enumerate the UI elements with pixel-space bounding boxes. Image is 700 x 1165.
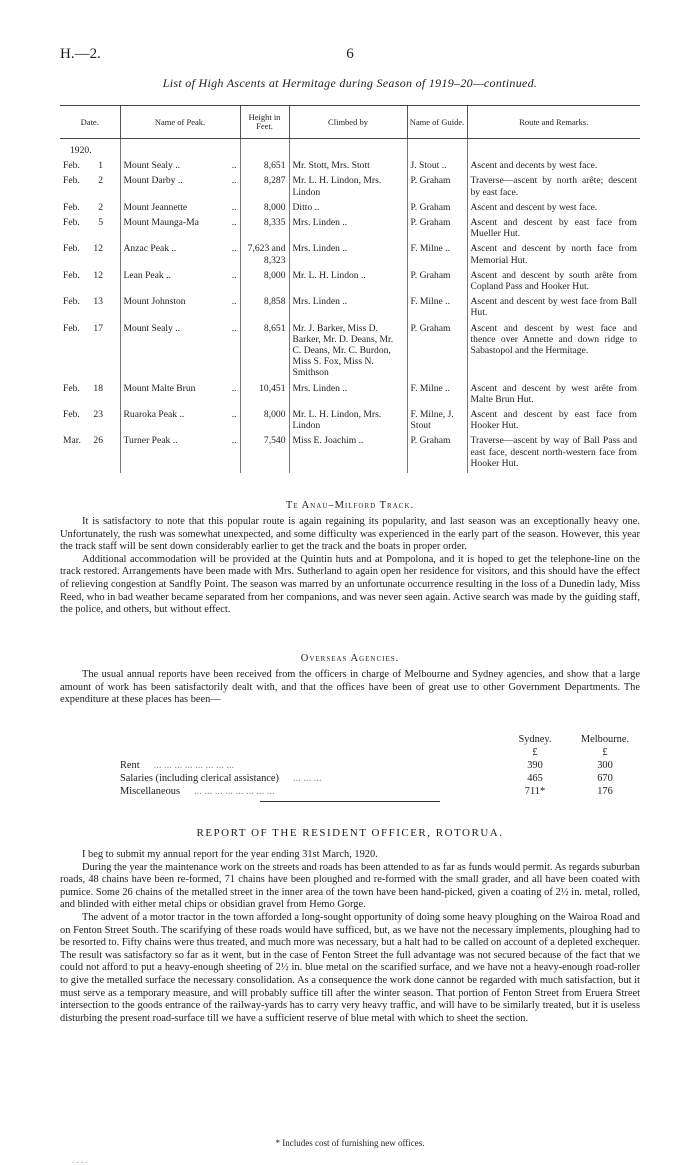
date-day: 12 bbox=[93, 243, 103, 255]
paragraph: Additional accommodation will be provided at the Quintin huts and at Pompolona, and it is hoped to get the telephone-line on the track restored. Arrangements have been made with Mrs. Sutherland to again open her residence for visitors, and this should have the effect of relieving congestion at Sandfly Point. The season was marred by an unfortunate occurrence resulting in the loss of a Dunedin lady, Miss Reed, who in bad weather became separated from her companions, and was never seen again. Active search was made by the guiding staff, the police, and others, but without effect. bbox=[60, 553, 640, 616]
leader-dots: ... ... ... bbox=[292, 773, 322, 784]
rotorua-text bbox=[60, 849, 640, 1025]
leader-dots: .. bbox=[231, 217, 237, 229]
date-day: 2 bbox=[98, 175, 103, 187]
expense-label: Miscellaneous bbox=[120, 786, 181, 797]
table-row bbox=[60, 435, 640, 473]
date-cell bbox=[60, 435, 120, 473]
paragraph: I beg to submit my annual report for the year ending 31st March, 1920. bbox=[82, 849, 378, 860]
col-sydney: Sydney. bbox=[518, 734, 552, 745]
paragraph: It is satisfactory to note that this popular route is again regaining its popularity, and last season was an exceptionally heavy one. Unfortunately, the rush was somewhat unexpected, and some difficulty was experienced in the early part of the season. However, this year the track staff will be sent down considerably earlier to get the track and the boats in proper order. bbox=[60, 516, 640, 553]
height-cell: 8,651 bbox=[240, 160, 289, 175]
column-header: Name of Peak. bbox=[120, 106, 240, 139]
melbourne-value: 670 bbox=[597, 773, 613, 784]
height-cell: 8,335 bbox=[240, 217, 289, 243]
height-cell: 7,540 bbox=[240, 435, 289, 473]
table-header-row bbox=[60, 106, 640, 139]
year-row bbox=[60, 139, 640, 161]
leader-dots: .. bbox=[231, 409, 237, 421]
date-month: Feb. bbox=[63, 269, 80, 281]
remarks-cell: Ascent and descent by west face. bbox=[467, 202, 640, 217]
table-row bbox=[60, 217, 640, 243]
height-cell: 8,000 bbox=[240, 409, 289, 435]
guide-cell: F. Milne .. bbox=[407, 243, 467, 269]
paragraph: The advent of a motor tractor in the town afforded a long-sought opportunity of doing some heavy ploughing on the Wairoa Road and on Fenton Street South. The scarifying of these roads would have sufficed, but, as we have not the necessary implements, ploughing had to be resorted to. Fifty chains were thus treated, and much more was necessary, but a halt had to be called on account of a depleted exchequer. The result was satisfactory so far as it went, but in the case of Fenton Street the full advantage was not secured because of the fact that we could not afford to put a heavy-enough sheeting of 2½ in. blue metal on the scarified surface, and we have not a heavy-enough road-roller to give the metalled surface the necessary consolidation. As a consequence the work done cannot be regarded with much satisfaction, but it must serve as a temporary measure, and will probably suffice till after the winter season. That portion of Fenton Street from Eruera Street intersection to the goods entrance of the railway-yards has to carry very heavy traffic, and will have to be similarly treated, but it is useless disturbing the present road-surface till we have a sufficient reserve of blue metal with which to sheet the section. bbox=[60, 911, 640, 1024]
sydney-value: 711* bbox=[524, 786, 546, 797]
date-cell bbox=[60, 383, 120, 409]
date-month: Feb. bbox=[63, 322, 80, 334]
leader-dots: .. bbox=[231, 201, 237, 213]
table-row bbox=[60, 296, 640, 322]
peak-name: Mount Jeannette bbox=[123, 201, 188, 213]
leader-dots: ... ... ... ... ... ... ... ... bbox=[194, 786, 275, 797]
table-row bbox=[60, 323, 640, 383]
guide-cell: F. Milne, J. Stout bbox=[407, 409, 467, 435]
peak-name: Anzac Peak .. bbox=[123, 243, 177, 255]
sydney-value: 390 bbox=[527, 760, 543, 771]
date-month: Feb. bbox=[63, 201, 80, 213]
guide-cell: P. Graham bbox=[407, 217, 467, 243]
table-caption: List of High Ascents at Hermitage during Season of 1919–20—continued. bbox=[162, 76, 538, 90]
page-number: 6 bbox=[346, 46, 354, 62]
date-day: 18 bbox=[93, 382, 103, 394]
climbers-cell: Ditto .. bbox=[289, 202, 407, 217]
remarks-cell: Ascent and descent by east face from Hooker Hut. bbox=[467, 409, 640, 435]
peak-cell bbox=[120, 409, 240, 435]
expense-label: Salaries (including clerical assistance) bbox=[120, 773, 279, 784]
climbers-cell: Mr. J. Barker, Miss D. Barker, Mr. D. Deans, Mr. C. Deans, Mr. C. Burdon, Miss S. Fox, Miss N. Smithson bbox=[289, 323, 407, 383]
guide-cell: P. Graham bbox=[407, 270, 467, 296]
expense-label: Rent bbox=[120, 760, 140, 771]
guide-cell: P. Graham bbox=[407, 202, 467, 217]
climbers-cell: Mr. L. H. Lindon, Mrs. Lindon bbox=[289, 175, 407, 201]
date-day: 17 bbox=[93, 322, 103, 334]
peak-cell bbox=[120, 202, 240, 217]
date-day: 2 bbox=[98, 201, 103, 213]
te-anau-heading: Te Anau–Milford Track. bbox=[285, 500, 415, 511]
height-cell: 8,287 bbox=[240, 175, 289, 201]
rotorua-heading: REPORT OF THE RESIDENT OFFICER, ROTORUA. bbox=[196, 827, 504, 839]
date-month: Feb. bbox=[63, 296, 80, 308]
date-cell bbox=[60, 409, 120, 435]
date-day: 1 bbox=[98, 160, 103, 172]
date-day: 26 bbox=[93, 435, 103, 447]
peak-cell bbox=[120, 323, 240, 383]
date-month: Feb. bbox=[63, 243, 80, 255]
date-cell bbox=[60, 175, 120, 201]
peak-cell bbox=[120, 435, 240, 473]
guide-cell: P. Graham bbox=[407, 175, 467, 201]
guide-cell: F. Milne .. bbox=[407, 383, 467, 409]
climbers-cell: Mrs. Linden .. bbox=[289, 296, 407, 322]
guide-cell: J. Stout .. bbox=[407, 160, 467, 175]
peak-name: Mount Johnston bbox=[123, 296, 186, 308]
date-cell bbox=[60, 202, 120, 217]
table-row bbox=[60, 160, 640, 175]
leader-dots: .. bbox=[231, 175, 237, 187]
climbers-cell: Miss E. Joachim .. bbox=[289, 435, 407, 473]
leader-dots: .. bbox=[231, 243, 237, 255]
remarks-cell: Ascent and descent by east face from Mueller Hut. bbox=[467, 217, 640, 243]
overseas-heading: Overseas Agencies. bbox=[300, 653, 400, 664]
date-month: Feb. bbox=[63, 409, 80, 421]
table-row bbox=[60, 175, 640, 201]
leader-dots: .. bbox=[231, 382, 237, 394]
peak-name: Turner Peak .. bbox=[123, 435, 178, 447]
peak-cell bbox=[120, 270, 240, 296]
climbers-cell: Mrs. Linden .. bbox=[289, 217, 407, 243]
guide-cell: F. Milne .. bbox=[407, 296, 467, 322]
unit-melbourne: £ bbox=[602, 747, 608, 758]
leader-dots: .. bbox=[231, 160, 237, 172]
column-header: Climbed by bbox=[289, 106, 407, 139]
date-cell bbox=[60, 217, 120, 243]
date-month: Feb. bbox=[63, 175, 80, 187]
leader-dots: .. bbox=[231, 435, 237, 447]
remarks-cell: Ascent and descent by south arête from Copland Pass and Hooker Hut. bbox=[467, 270, 640, 296]
height-cell: 8,000 bbox=[240, 202, 289, 217]
height-cell: 8,000 bbox=[240, 270, 289, 296]
climbers-cell: Mrs. Linden .. bbox=[289, 383, 407, 409]
date-day: 13 bbox=[93, 296, 103, 308]
remarks-cell: Ascent and descent by west face and thence over Annette and down ridge to Sabastopol and the Hermitage. bbox=[467, 323, 640, 383]
remarks-cell: Ascent and descent by west face from Ball Hut. bbox=[467, 296, 640, 322]
section-divider bbox=[260, 801, 440, 802]
peak-cell bbox=[120, 383, 240, 409]
peak-name: Mount Maunga-Ma bbox=[123, 217, 199, 229]
date-day: 12 bbox=[93, 269, 103, 281]
expenditure-row bbox=[60, 772, 640, 785]
page-header bbox=[60, 46, 640, 66]
unit-sydney: £ bbox=[532, 747, 538, 758]
leader-dots: .. bbox=[231, 296, 237, 308]
footnote: * Includes cost of furnishing new offices. bbox=[275, 1138, 425, 1148]
date-cell bbox=[60, 160, 120, 175]
te-anau-text bbox=[60, 516, 640, 617]
date-cell bbox=[60, 270, 120, 296]
date-day: 5 bbox=[98, 217, 103, 229]
peak-name: Mount Malte Brun bbox=[123, 382, 196, 394]
col-melbourne: Melbourne. bbox=[580, 734, 630, 745]
sydney-value: 465 bbox=[527, 773, 543, 784]
guide-cell: P. Graham bbox=[407, 435, 467, 473]
peak-cell bbox=[120, 175, 240, 201]
height-cell: 8,858 bbox=[240, 296, 289, 322]
peak-cell bbox=[120, 217, 240, 243]
peak-cell bbox=[120, 243, 240, 269]
remarks-cell: Ascent and descent by west arête from Malte Brun Hut. bbox=[467, 383, 640, 409]
column-header: Height in Feet. bbox=[240, 106, 289, 139]
date-day: 23 bbox=[93, 409, 103, 421]
peak-cell bbox=[120, 296, 240, 322]
year-label: 1920. bbox=[70, 145, 92, 156]
bottom-mark: . . . . bbox=[72, 1155, 88, 1165]
remarks-cell: Ascent and descent by north face from Memorial Hut. bbox=[467, 243, 640, 269]
column-header: Date. bbox=[60, 106, 120, 139]
paragraph: During the year the maintenance work on the streets and roads has been attended to as far as funds would permit. As regards suburban roads, 48 chains have been re-formed, 71 chains have been ploughed and re-formed with the small grader, and all have been coated with pumice. Some 26 chains of the metalled street in the inner area of the town have been hand-picked, given a coating of 2½ in. metal, rolled, and blinded with either metal chips or obsidian gravel from Hemo Gorge. bbox=[60, 861, 640, 911]
height-cell: 10,451 bbox=[240, 383, 289, 409]
table-row bbox=[60, 243, 640, 269]
expenditure-table bbox=[60, 733, 640, 798]
peak-name: Lean Peak .. bbox=[123, 269, 171, 281]
date-cell bbox=[60, 243, 120, 269]
peak-name: Mount Sealy .. bbox=[123, 322, 180, 334]
column-header: Name of Guide. bbox=[407, 106, 467, 139]
expenditure-row bbox=[60, 759, 640, 772]
melbourne-value: 176 bbox=[597, 786, 613, 797]
remarks-cell: Ascent and decents by west face. bbox=[467, 160, 640, 175]
date-month: Feb. bbox=[63, 217, 80, 229]
overseas-text bbox=[60, 669, 640, 707]
peak-name: Mount Darby .. bbox=[123, 175, 183, 187]
date-cell bbox=[60, 296, 120, 322]
table-row bbox=[60, 409, 640, 435]
climbers-cell: Mr. L. H. Lindon .. bbox=[289, 270, 407, 296]
report-code: H.—2. bbox=[60, 46, 101, 62]
table-row bbox=[60, 383, 640, 409]
leader-dots: .. bbox=[231, 269, 237, 281]
melbourne-value: 300 bbox=[597, 760, 613, 771]
climbers-cell: Mrs. Linden .. bbox=[289, 243, 407, 269]
guide-cell: P. Graham bbox=[407, 323, 467, 383]
table-row bbox=[60, 202, 640, 217]
expenditure-row bbox=[60, 785, 640, 798]
date-month: Feb. bbox=[63, 382, 80, 394]
peak-name: Ruaroka Peak .. bbox=[123, 409, 185, 421]
climbers-cell: Mr. Stott, Mrs. Stott bbox=[289, 160, 407, 175]
leader-dots: .. bbox=[231, 322, 237, 334]
paragraph: The usual annual reports have been received from the officers in charge of Melbourne and Sydney agencies, and show that a large amount of work has been satisfactorily dealt with, and that the offices have been of great use to other Government Departments. The expenditure at these places has been— bbox=[60, 669, 640, 706]
peak-cell bbox=[120, 160, 240, 175]
column-header: Route and Remarks. bbox=[467, 106, 640, 139]
date-month: Feb. bbox=[63, 160, 80, 172]
table-row bbox=[60, 270, 640, 296]
leader-dots: ... ... ... ... ... ... ... ... bbox=[153, 760, 235, 771]
remarks-cell: Traverse—ascent by north arête; descent by east face. bbox=[467, 175, 640, 201]
climbers-cell: Mr. L. H. Lindon, Mrs. Lindon bbox=[289, 409, 407, 435]
date-month: Mar. bbox=[63, 435, 81, 447]
date-cell bbox=[60, 323, 120, 383]
ascents-table bbox=[60, 105, 640, 473]
height-cell: 7,623 and 8,323 bbox=[240, 243, 289, 269]
height-cell: 8,651 bbox=[240, 323, 289, 383]
peak-name: Mount Sealy .. bbox=[123, 160, 180, 172]
remarks-cell: Traverse—ascent by way of Ball Pass and east face, descent north-western face from Hooker Hut. bbox=[467, 435, 640, 473]
